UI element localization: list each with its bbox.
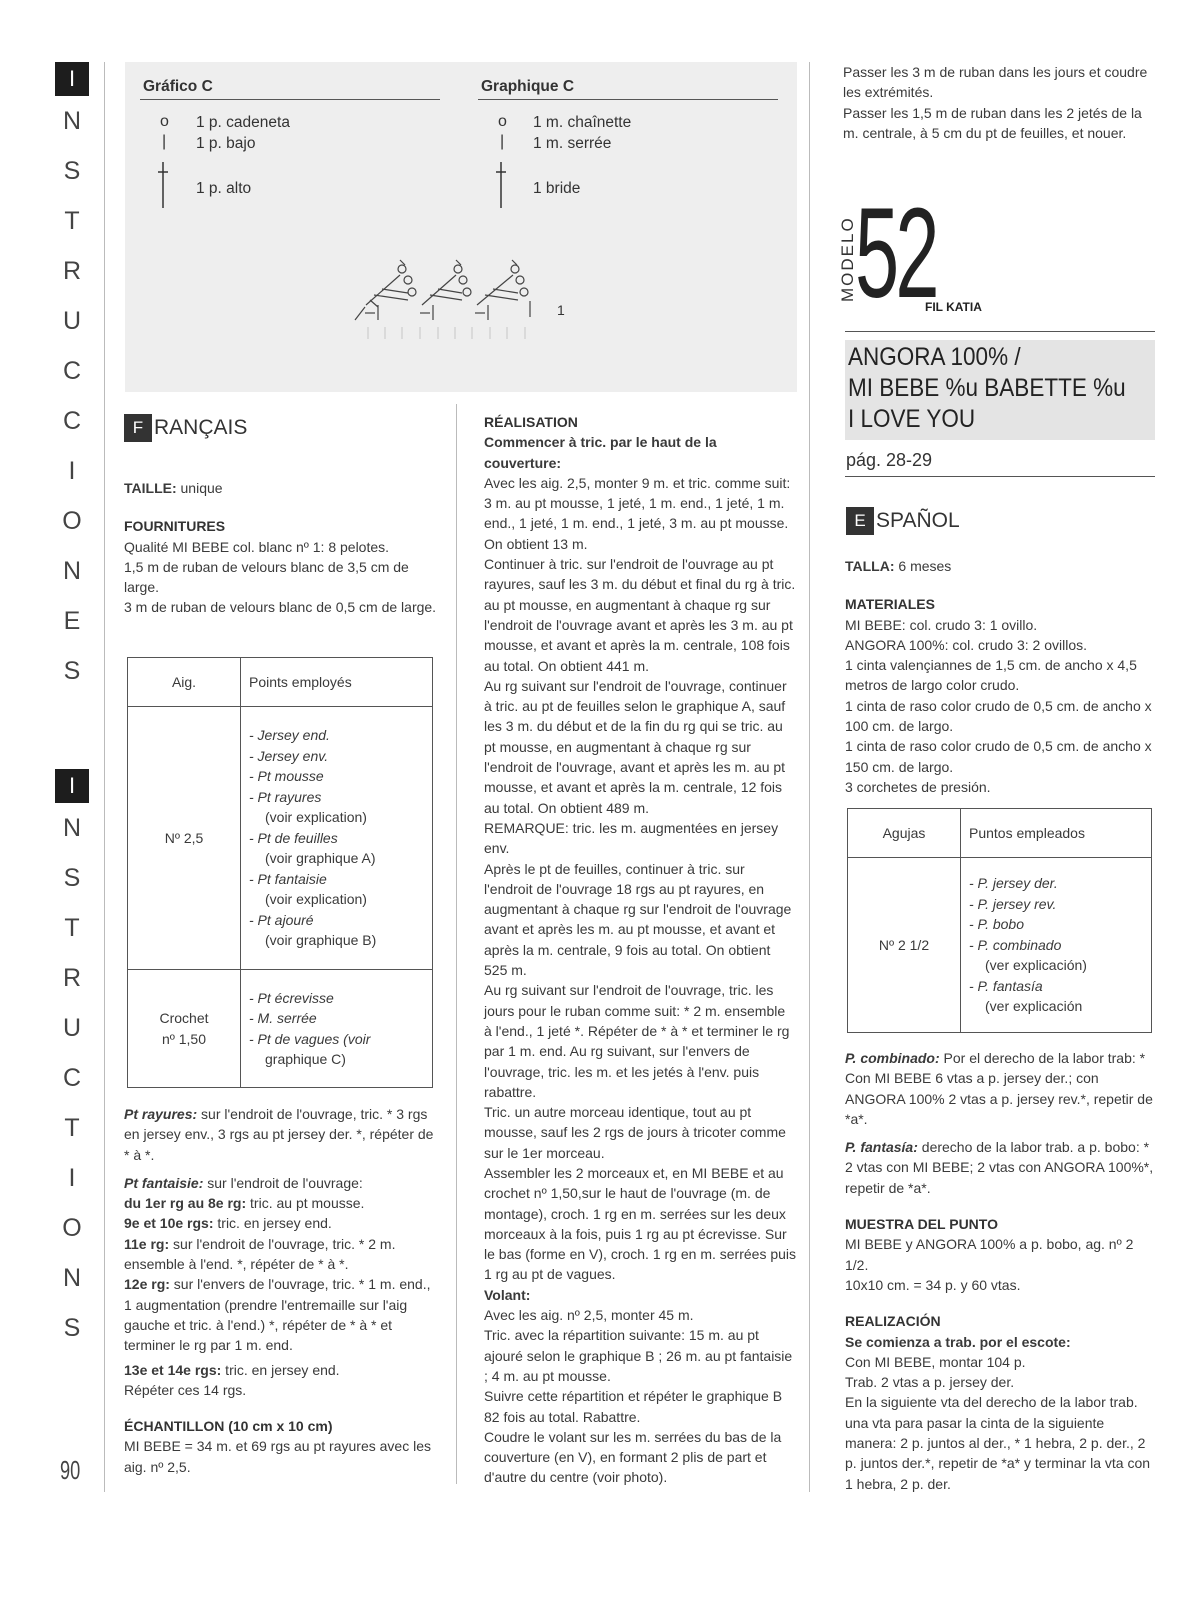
grafico-title-es: Gráfico C	[143, 78, 213, 95]
point-item: (ver explicación)	[985, 957, 1087, 974]
point-item: - P. fantasía	[969, 977, 1043, 994]
lang-initial: F	[124, 414, 152, 442]
point-item: - Pt de feuilles	[249, 829, 338, 846]
sidebar-vertical-text	[55, 62, 91, 1353]
point-item: (voir graphique A)	[265, 850, 376, 867]
paragraph: Passer les 3 m de ruban dans les jours et coudre les extrémités.	[843, 64, 1148, 101]
sidebar-letter: N	[62, 814, 82, 842]
sidebar-initial-block-2: I	[55, 769, 89, 803]
page-reference: pág. 28-29	[846, 450, 933, 470]
point-item: - P. jersey rev.	[969, 895, 1057, 912]
fournitures-item: Qualité MI BEBE col. blanc nº 1: 8 pelotes.	[124, 538, 390, 555]
sidebar-initial-block: I	[55, 62, 89, 96]
sidebar-letter: O	[62, 507, 82, 535]
espanol-intro	[845, 556, 1158, 797]
point-item: - P. bobo	[969, 916, 1025, 933]
double-crochet-icon	[156, 162, 170, 210]
sidebar-letter: S	[63, 864, 81, 892]
row-text: sur l'envers de l'ouvrage, tric. * 1 m. end., 1 augmentation (prendre l'entremaille sur l'aig gauche et tric. à l'end.) *, répéter de * à * et terminer le rg par 1 m. end.	[124, 1276, 431, 1354]
sidebar-letter: R	[62, 964, 82, 992]
materiales-item: ANGORA 100%: col. crudo 3: 2 ovillos.	[845, 636, 1087, 653]
title-underline	[140, 99, 440, 100]
table-cell	[128, 970, 241, 1088]
row-label: 12e rg:	[124, 1276, 170, 1293]
stitch-label: Pt rayures:	[124, 1106, 198, 1122]
modelo-text: MODELO	[838, 216, 857, 302]
chain-stitch-icon: o	[498, 113, 507, 130]
title-line: ANGORA 100% /	[848, 343, 1021, 371]
point-item: - Jersey end.	[249, 727, 330, 744]
sidebar-letter: C	[62, 1064, 82, 1092]
sidebar-letter: U	[62, 307, 82, 335]
point-item: - P. jersey der.	[969, 875, 1058, 892]
single-crochet-icon: |	[500, 133, 505, 150]
column-divider	[809, 62, 810, 1492]
points-table-es	[847, 808, 1152, 1033]
paragraph: Coudre le volant sur les m. serrées du bas de la couverture (en V), en formant 2 plis de part et d'autre du centre (voir photo).	[484, 1428, 782, 1486]
stitch-label: P. combinado:	[845, 1050, 940, 1066]
sidebar-letter: S	[63, 157, 81, 185]
point-item: - M. serrée	[249, 1010, 317, 1026]
title-line: MI BEBE %u BABETTE %u	[848, 374, 1126, 402]
point-item: (voir explication)	[265, 809, 367, 826]
realisation-heading: RÉALISATION	[484, 414, 578, 430]
sidebar-letter: S	[63, 1314, 81, 1342]
title-rule	[845, 331, 1155, 332]
echantillon-text: MI BEBE = 34 m. et 69 rgs au pt rayures avec les aig. nº 2,5.	[124, 1438, 431, 1475]
point-item: (ver explicación	[985, 998, 1083, 1015]
table-cell: Nº 2,5	[128, 707, 241, 970]
point-item: - Jersey env.	[249, 747, 329, 764]
talla-value: 6 meses	[894, 558, 952, 574]
paragraph: REMARQUE: tric. les m. augmentées en jersey env.	[484, 819, 779, 857]
legend-item: 1 p. cadeneta	[196, 114, 290, 131]
column-divider	[104, 62, 105, 1492]
table-cell	[241, 707, 433, 970]
sidebar-letter: R	[62, 257, 82, 285]
legend-item: 1 m. chaînette	[533, 114, 632, 131]
sidebar-letter: E	[63, 607, 81, 635]
espanol-heading	[846, 507, 960, 535]
volant-heading: Volant:	[484, 1286, 531, 1303]
talla-label: TALLA:	[845, 558, 895, 574]
row-text: tric. au pt mousse.	[246, 1195, 365, 1212]
table-cell	[961, 858, 1152, 1033]
column-divider	[456, 404, 457, 1484]
aig-line: Crochet	[159, 1010, 209, 1026]
materiales-item: 3 corchetes de presión.	[845, 778, 991, 795]
sidebar-letter: S	[63, 657, 81, 685]
fournitures-heading: FOURNITURES	[124, 518, 226, 535]
fournitures-item: 1,5 m de ruban de velours blanc de 3,5 cm de large.	[124, 558, 409, 596]
espanol-stitches	[845, 1048, 1158, 1494]
francais-heading	[124, 414, 247, 442]
paragraph: Après le pt de feuilles, continuer à tric. sur l'endroit de l'ouvrage 18 rgs au pt rayures, en augmentant à chaque rg sur l'endroit de l'ouvrage avant et après les m. au pt mousse, et avant et après la m. centrale, 9 fois au total. On obtient 525 m.	[484, 860, 792, 979]
sidebar-letter: I	[68, 1164, 76, 1192]
sidebar-letter: C	[62, 407, 82, 435]
point-item: - Pt mousse	[249, 768, 324, 785]
crochet-chart-c	[350, 255, 570, 355]
point-item: (voir graphique B)	[265, 932, 377, 949]
stitch-label: P. fantasía:	[845, 1139, 918, 1156]
row-text: tric. en jersey end.	[213, 1215, 332, 1232]
stitch-text: sur l'endroit de l'ouvrage:	[203, 1174, 363, 1191]
paragraph: Au rg suivant sur l'endroit de l'ouvrage, tric. les jours pour le ruban comme suit: * 2 m. ensemble à l'end., 1 jeté *. Répéter de * à * et terminer le rg par 1 m. end. Au rg suivant, sur l'envers de l'ouvrage, tric. les m. et les jetés à l'env. puis rabattre.	[484, 982, 790, 1100]
model-title	[848, 342, 1126, 435]
row-label: 13e et 14e rgs:	[124, 1361, 222, 1378]
materiales-item: 1 cinta de raso color crudo de 0,5 cm. de ancho x 100 cm. de largo.	[845, 697, 1152, 735]
taille-value: unique	[176, 480, 223, 496]
muestra-text: 10x10 cm. = 34 p. y 60 vtas.	[845, 1276, 1021, 1293]
materiales-item: 1 cinta valençiannes de 1,5 cm. de ancho x 4,5 metros de largo color crudo.	[845, 657, 1137, 694]
sidebar-letter: N	[62, 557, 82, 585]
point-item: graphique C)	[265, 1051, 346, 1067]
point-item: - Pt fantaisie	[249, 870, 327, 887]
realizacion-subheading: Se comienza a trab. por el escote:	[845, 1333, 1071, 1350]
title-underline	[478, 99, 778, 100]
point-item: - Pt écrevisse	[249, 989, 334, 1006]
table-header: Agujas	[848, 809, 961, 858]
sidebar-letter: N	[62, 1264, 82, 1292]
paragraph: Assembler les 2 morceaux et, en MI BEBE et au crochet nº 1,50,sur le haut de l'ouvrage (m. de montage), croch. 1 rg en m. serrées sur les deux morceaux à la fois, puis 1 rg au pt écrevisse. Sur le bas (forme en V), croch. 1 rg en m. serrées puis 1 rg au pt de vagues.	[484, 1164, 797, 1283]
francais-intro	[124, 478, 439, 618]
paragraph: Tric. avec la répartition suivante: 15 m. au pt ajouré selon le graphique B ; 26 m. au pt fantaisie ; 4 m. au pt mousse.	[484, 1327, 793, 1384]
point-item: (voir explication)	[265, 891, 367, 908]
row-label: 11e rg:	[124, 1235, 170, 1252]
paragraph: En la siguiente vta del derecho de la labor trab. una vta para pasar la cinta de la siguiente manera: 2 p. juntos al der., * 1 hebra, 2 p. der., 2 p. juntos der.*, repetir de *a* y terminar la vta con 1 hebra, 2 p. der.	[845, 1394, 1151, 1492]
brand-name: FIL KATIA	[925, 300, 982, 314]
right-top-text	[843, 62, 1158, 143]
sidebar-letter: T	[64, 207, 80, 235]
grafico-title-fr: Graphique C	[481, 78, 575, 95]
lang-rest: SPAÑOL	[876, 509, 960, 532]
muestra-heading: MUESTRA DEL PUNTO	[845, 1216, 998, 1233]
sidebar-letter: U	[62, 1014, 82, 1042]
row-text: tric. en jersey end.	[221, 1361, 340, 1378]
row-label: du 1er rg au 8e rg:	[124, 1195, 247, 1212]
materiales-item: 1 cinta de raso color crudo de 0,5 cm. de ancho x 150 cm. de largo.	[845, 738, 1152, 775]
sidebar-letter: N	[62, 107, 82, 135]
point-item: - Pt rayures	[249, 788, 322, 805]
stitch-text: derecho de la labor trab. a p. bobo: * 2 vtas con MI BEBE; 2 vtas con ANGORA 100%*, repetir de *a*.	[845, 1139, 1154, 1196]
realisation-column	[484, 412, 796, 1488]
sidebar-letter: I	[68, 457, 76, 485]
legend-item: 1 bride	[533, 180, 581, 197]
table-header: Aig.	[128, 658, 241, 707]
stitch-text: sur l'endroit de l'ouvrage, tric. * 3 rgs en jersey env., 3 rgs au pt jersey der. *, répéter de * à *.	[124, 1106, 434, 1163]
table-header: Puntos empleados	[961, 809, 1152, 858]
row-text: sur l'endroit de l'ouvrage, tric. * 2 m. ensemble à l'end. *, répéter de * à *.	[124, 1235, 396, 1273]
paragraph: Passer les 1,5 m de ruban dans les 2 jetés de la m. centrale, à 5 cm du pt de feuilles, et nouer.	[843, 104, 1142, 141]
materiales-item: MI BEBE: col. crudo 3: 1 ovillo.	[845, 616, 1038, 633]
row-text: Répéter ces 14 rgs.	[124, 1381, 247, 1398]
paragraph: Con MI BEBE, montar 104 p.	[845, 1353, 1026, 1370]
legend-item: 1 m. serrée	[533, 135, 612, 152]
title-rule	[845, 476, 1155, 477]
point-item: - P. combinado	[969, 936, 1062, 953]
model-number: 52	[855, 182, 936, 325]
point-item: - Pt ajouré	[249, 911, 314, 928]
muestra-text: MI BEBE y ANGORA 100% a p. bobo, ag. nº 2 1/2.	[845, 1236, 1134, 1273]
echantillon-heading: ÉCHANTILLON (10 cm x 10 cm)	[124, 1418, 333, 1435]
sidebar-letter: T	[64, 914, 80, 942]
legend-item: 1 p. alto	[196, 180, 252, 197]
francais-stitches	[124, 1104, 439, 1477]
aig-line: nº 1,50	[161, 1030, 207, 1047]
double-crochet-icon	[494, 162, 508, 210]
chart-row-label: 1	[557, 302, 565, 318]
page-number: 90	[60, 1455, 81, 1485]
materiales-heading: MATERIALES	[845, 596, 935, 613]
realisation-subheading: Commencer à tric. par le haut de la couverture:	[484, 434, 717, 471]
table-cell: Nº 2 1/2	[848, 858, 961, 1033]
paragraph: Suivre cette répartition et répéter le graphique B 82 fois au total. Rabattre.	[484, 1388, 783, 1425]
paragraph: Avec les aig. 2,5, monter 9 m. et tric. comme suit: 3 m. au pt mousse, 1 jeté, 1 m. end., 1 jeté, 1 m. end., 1 jeté, 1 m. end., 1 jeté, 3 m. au pt mousse. On obtient 13 m.	[484, 474, 791, 552]
point-item: - Pt de vagues (voir	[249, 1030, 371, 1047]
paragraph: Au rg suivant sur l'endroit de l'ouvrage, continuer à tric. au pt de feuilles selon le graphique A, sauf les 3 m. du début et de la fin du rg qui se tric. au pt mousse, en augmentant à chaque rg sur l'endroit de l'ouvrage, avant et après les m. au pt mousse, et avant et après la m. centrale, 12 fois au total. On obtient 489 m.	[484, 677, 787, 816]
row-label: 9e et 10e rgs:	[124, 1215, 214, 1232]
title-line: I LOVE YOU	[848, 405, 976, 433]
table-cell	[241, 970, 433, 1088]
stitch-label: Pt fantaisie:	[124, 1174, 204, 1191]
sidebar-letter: T	[64, 1114, 80, 1142]
paragraph: Continuer à tric. sur l'endroit de l'ouvrage au pt rayures, sauf les 3 m. du début et final du rg à tric. au pt mousse, en augmentant à chaque rg sur l'endroit de l'ouvrage avant et après les 3 m. au pt mousse, et avant et après la m. centrale, 108 fois au total. On obtient 441 m.	[484, 556, 796, 674]
sidebar-letter: C	[62, 357, 82, 385]
legend-item: 1 p. bajo	[196, 135, 256, 152]
fournitures-item: 3 m de ruban de velours blanc de 0,5 cm de large.	[124, 599, 437, 616]
paragraph: Tric. un autre morceau identique, tout au pt mousse, sauf les 2 rgs de jours à tricoter comme sur le 1er morceau.	[484, 1104, 786, 1161]
lang-initial: E	[846, 507, 874, 535]
lang-rest: RANÇAIS	[154, 416, 248, 439]
stitch-text: Por el derecho de la labor trab: * Con MI BEBE 6 vtas a p. jersey der.; con ANGORA 100% 2 vtas a p. jersey rev.*, repetir de *a*.	[845, 1050, 1153, 1127]
taille-label: TAILLE:	[124, 480, 177, 496]
single-crochet-icon: |	[162, 133, 167, 150]
chain-stitch-icon: o	[160, 113, 169, 130]
paragraph: Avec les aig. nº 2,5, monter 45 m.	[484, 1307, 694, 1324]
sidebar-letter: O	[62, 1214, 82, 1242]
paragraph: Trab. 2 vtas a p. jersey der.	[845, 1374, 1015, 1391]
table-header: Points employés	[241, 658, 433, 707]
realizacion-heading: REALIZACIÓN	[845, 1313, 941, 1330]
points-table-fr	[127, 657, 433, 1088]
